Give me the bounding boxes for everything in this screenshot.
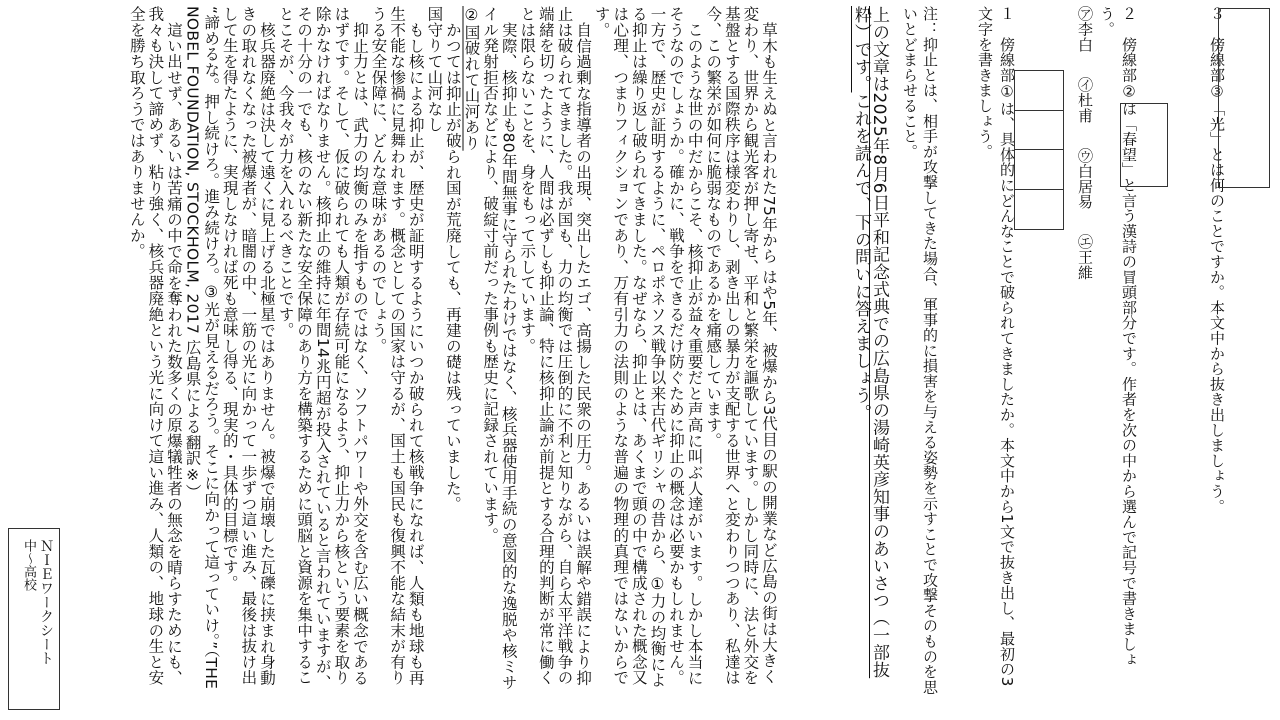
worksheet-title	[852, 6, 888, 696]
badge-title: ＮＩＥワークシート	[38, 539, 54, 665]
worksheet-title-rest: これを読んで、下の問いに答えましょう。	[851, 92, 871, 422]
question-2-text: ２ 傍線部②は「春望」と言う漢詩の冒頭部分です。作者を次の中から選んで記号で書きましょう。	[1098, 6, 1138, 667]
article-quote-2: 国守りて山河なし	[425, 6, 444, 133]
article-paragraph-11: “諦めるな。押し続けろ。進み続けろ。③光が見えるだろう。そこに向かって這っていけ。”（THE NOBEL FOUNDATION, STOCKHOLM, 2017 広島県による翻訳※）	[183, 6, 221, 690]
article-text	[127, 6, 778, 696]
answer-cell-4[interactable]	[1015, 190, 1063, 230]
answer-box-question-3[interactable]	[1218, 8, 1270, 188]
answer-cell-3[interactable]	[1015, 150, 1063, 190]
article-paragraph-8: もし核による抑止が、歴史が証明するようにいつか破られて核戦争になれば、人類も地球も再生不能な惨禍に見舞われます。概念としての国家は守るが、国土も国民も復興不能な結末が有りうる安全保障に、どんな意味があるのでしょう。	[369, 6, 425, 686]
choice-b: ㋑杜甫	[1076, 76, 1094, 123]
answer-box-question-1[interactable]	[1014, 70, 1064, 230]
article-paragraph-6: かつては抑止が破られ国が荒廃しても、再建の礎は残っていました。	[443, 21, 462, 512]
choice-a: ㋐李白	[1076, 6, 1094, 52]
question-2-choices	[1074, 6, 1096, 696]
choice-d: ㋓王維	[1076, 234, 1094, 281]
worksheet-badge	[8, 528, 60, 710]
worksheet-title-lead: 上の文章は2025年8月6日平和記念式典での広島県の湯崎英彦知事のあいさつ（一部抜粋）です。	[851, 6, 889, 679]
article-quote-underlined: ②国破れて山河あり	[462, 6, 481, 151]
note-text: 注：抑止とは、相手が攻撃してきた場合、軍事的に損害を与える姿勢を示すことで攻撃そのものを思いとどまらせること。	[901, 6, 939, 695]
article-paragraph-3: 自信過剰な指導者の出現、突出したエゴ、高揚した民衆の圧力。あるいは誤解や錯誤により抑止は破られてきました。我が国も、力の均衡では圧倒的に不利と知りながら、自ら太平洋戦争の端緒を切ったように、人間は必ずしも抑止論、特に核抑止論が前提とする合理的判断が常に働くとは限らないことを、身をもって示しています。	[518, 6, 593, 686]
article-paragraph-12: 這い出せず、あるいは苦痛の中で命を奪われた数多くの原爆犠牲者の無念を晴らすためにも、我々も決して諦めず、粘り強く、核兵器廃絶という光に向けて這い進み、人類の、地球の生と安全を勝ち取ろうではありませんか。	[127, 6, 183, 686]
choice-c: ㋒白居易	[1076, 147, 1094, 210]
article-paragraph-2: このような世の中だからこそ、核抑止が益々重要だと声高に叫ぶ人達がいます。しかし本当にそうなのでしょうか。確かに、戦争をできるだけ防ぐために抑止の概念は必要かもしれません。一方で、歴史が証明するように、ペロポネソス戦争以来古代ギリシャの昔から、①力の均衡による抑止は繰り返し破られてきました。なぜなら、抑止とは、あくまで頭の中で構成された概念又は心理、つまりフィクションであり、万有引力の法則のような普遍の物理的真理ではないからです。	[592, 6, 704, 688]
badge-level: 中～高校	[21, 539, 36, 591]
article-paragraph-10: 核兵器廃絶は決して遠くに見上げる北極星ではありません。被爆で崩壊した瓦礫に挟まれ身動きの取れなくなった被爆者が、暗闇の中、一筋の光に向かって一歩ずつ這い進み、最後は抜け出して生を得たように、実現しなければ死も意味し得る、現実的・具体的目標です。	[220, 6, 276, 686]
answer-box-question-2[interactable]	[1120, 103, 1168, 187]
answer-cell-1[interactable]	[1015, 71, 1063, 111]
article-paragraph-9: 抑止力とは、武力の均衡のみを指すものではなく、ソフトパワーや外交を含む広い概念であるはずです。そして、仮に破られても人類が存続可能になるよう、抑止力から核という要素を取り除かなければなりません。核抑止の維持に年間14兆円超が投入されていると言われていますが、その十分の一でも、核のない新たな安全保障のあり方を構築するために頭脳と資源を集中することこそが、今我々が力を入れるべきことです。	[276, 6, 369, 690]
article-paragraph-1: 草木も生えぬと言われた75年から はや5年、被爆から3代目の駅の開業など広島の街は大きく変わり、世界から観光客が押し寄せ、平和と繁栄を謳歌しています。しかし同時に、法と外交を基盤とする国際秩序は様変わりし、剥き出しの暴力が支配する世界へと変わりつつあり、私達は今、この繁栄が如何に脆弱なものであるかを痛感しています。	[704, 6, 778, 686]
answer-cell-2[interactable]	[1015, 111, 1063, 151]
question-3: ３ 傍線部③「光」とは何のことですか。本文中から抜き出しましょう。	[1208, 6, 1226, 514]
article-paragraph-4: 実際、核抑止も80年間無事に守られたわけではなく、核兵器使用手続の意図的な逸脱や核ミサイル発射拒否などにより、破綻寸前だった事例も歴史に記録されています。	[481, 6, 518, 690]
question-1: １ 傍線部①は、具体的にどんなことで破られてきましたか。本文中から1文で抜き出し、最初の3文字を書きましょう。	[976, 6, 1016, 687]
